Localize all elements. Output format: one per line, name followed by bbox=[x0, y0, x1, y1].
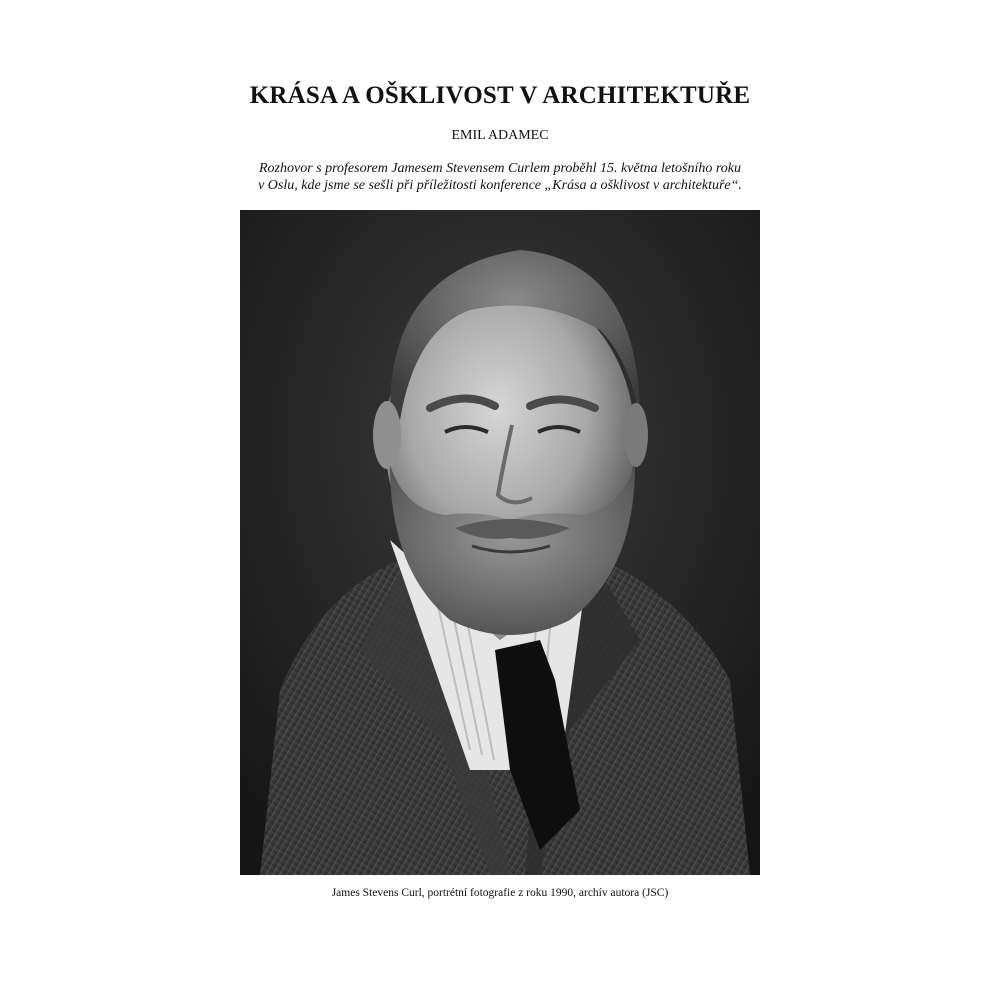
photo-caption: James Stevens Curl, portrétní fotografie z roku 1990, archív autora (JSC) bbox=[331, 887, 669, 899]
portrait-photo bbox=[240, 210, 760, 875]
author-name: EMIL ADAMEC bbox=[451, 128, 549, 143]
intro-paragraph bbox=[150, 160, 850, 194]
intro-line: Rozhovor s profesorem Jamesem Stevensem Curlem proběhl 15. května letošního roku bbox=[259, 161, 741, 176]
intro-line: v Oslu, kde jsme se sešli při příležitosti konference „Krása a ošklivost v architektuře“. bbox=[258, 178, 742, 193]
portrait-photo-icon bbox=[240, 210, 760, 875]
article-title: KRÁSA A OŠKLIVOST V ARCHITEKTUŘE bbox=[249, 82, 751, 109]
